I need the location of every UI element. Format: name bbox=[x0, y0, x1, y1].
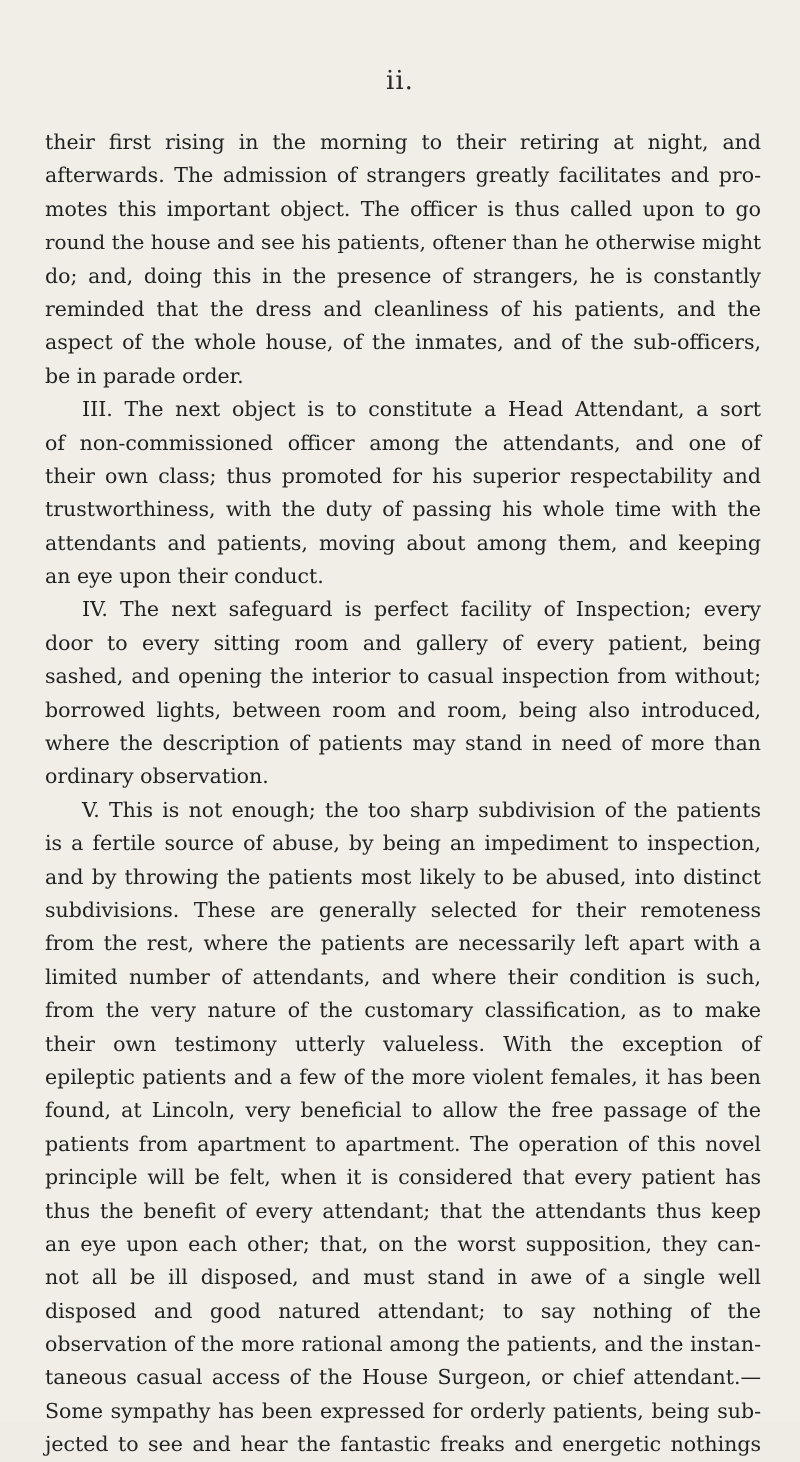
text-line: from the very nature of the customary classification, as to make bbox=[45, 998, 761, 1023]
text-line: taneous casual access of the House Surgeon, or chief attendant.— bbox=[45, 1365, 761, 1390]
text-line: IV. The next safeguard is perfect facility of Inspection; every bbox=[82, 597, 761, 622]
text-line: an eye upon each other; that, on the worst supposition, they can- bbox=[45, 1231, 761, 1256]
text-line: aspect of the whole house, of the inmates, and of the sub-officers, bbox=[45, 330, 761, 355]
text-line: disposed and good natured attendant; to say nothing of the bbox=[45, 1298, 761, 1323]
text-line: subdivisions. These are generally selected for their remoteness bbox=[45, 897, 761, 922]
text-line: epileptic patients and a few of the more violent females, it has been bbox=[45, 1064, 761, 1089]
text-line: Some sympathy has been expressed for orderly patients, being sub- bbox=[45, 1398, 761, 1423]
text-line: V. This is not enough; the too sharp subdivision of the patients bbox=[82, 797, 761, 822]
text-line: limited number of attendants, and where their condition is such, bbox=[45, 964, 761, 989]
text-line: trustworthiness, with the duty of passing his whole time with the bbox=[45, 497, 761, 522]
text-line: their own class; thus promoted for his superior respectability and bbox=[45, 463, 761, 488]
text-line: door to every sitting room and gallery of every patient, being bbox=[45, 630, 761, 655]
text-line: observation of the more rational among the patients, and the instan- bbox=[45, 1332, 761, 1357]
text-line: thus the benefit of every attendant; that the attendants thus keep bbox=[45, 1198, 761, 1223]
text-line: where the description of patients may stand in need of more than bbox=[45, 731, 761, 756]
text-line: be in parade order. bbox=[45, 363, 244, 388]
text-line: reminded that the dress and cleanliness of his patients, and the bbox=[45, 296, 761, 321]
paragraph bbox=[45, 794, 761, 1462]
text-line: patients from apartment to apartment. The operation of this novel bbox=[45, 1131, 761, 1156]
text-line: their own testimony utterly valueless. With the exception of bbox=[45, 1031, 761, 1056]
text-line: of non-commissioned officer among the attendants, and one of bbox=[45, 430, 761, 455]
paragraph bbox=[45, 126, 761, 393]
paragraph bbox=[45, 593, 761, 793]
text-line: jected to see and hear the fantastic freaks and energetic nothings bbox=[45, 1432, 761, 1457]
text-line: afterwards. The admission of strangers greatly facilitates and pro- bbox=[45, 163, 761, 188]
text-line: found, at Lincoln, very beneficial to allow the free passage of the bbox=[45, 1098, 761, 1123]
text-line: principle will be felt, when it is considered that every patient has bbox=[45, 1165, 761, 1190]
text-line: and by throwing the patients most likely to be abused, into distinct bbox=[45, 864, 761, 889]
text-line: ordinary observation. bbox=[45, 764, 269, 789]
text-line: sashed, and opening the interior to casual inspection from without; bbox=[45, 664, 761, 689]
text-line: their first rising in the morning to their retiring at night, and bbox=[45, 130, 761, 154]
text-line: an eye upon their conduct. bbox=[45, 564, 324, 589]
text-line: round the house and see his patients, oftener than he otherwise might bbox=[45, 230, 761, 255]
paragraph bbox=[45, 393, 761, 593]
text-line: attendants and patients, moving about among them, and keeping bbox=[45, 530, 761, 555]
text-line: III. The next object is to constitute a Head Attendant, a sort bbox=[82, 397, 761, 422]
text-line: not all be ill disposed, and must stand in awe of a single well bbox=[45, 1265, 761, 1290]
text-line: do; and, doing this in the presence of strangers, he is constantly bbox=[45, 263, 761, 288]
text-line: borrowed lights, between room and room, being also introduced, bbox=[45, 697, 761, 722]
text-line: motes this important object. The officer is thus called upon to go bbox=[45, 196, 761, 221]
page-number: ii. bbox=[386, 66, 414, 96]
text-line: from the rest, where the patients are necessarily left apart with a bbox=[45, 931, 761, 956]
text-line: is a fertile source of abuse, by being an impediment to inspection, bbox=[45, 831, 761, 856]
body-text bbox=[45, 126, 761, 1462]
